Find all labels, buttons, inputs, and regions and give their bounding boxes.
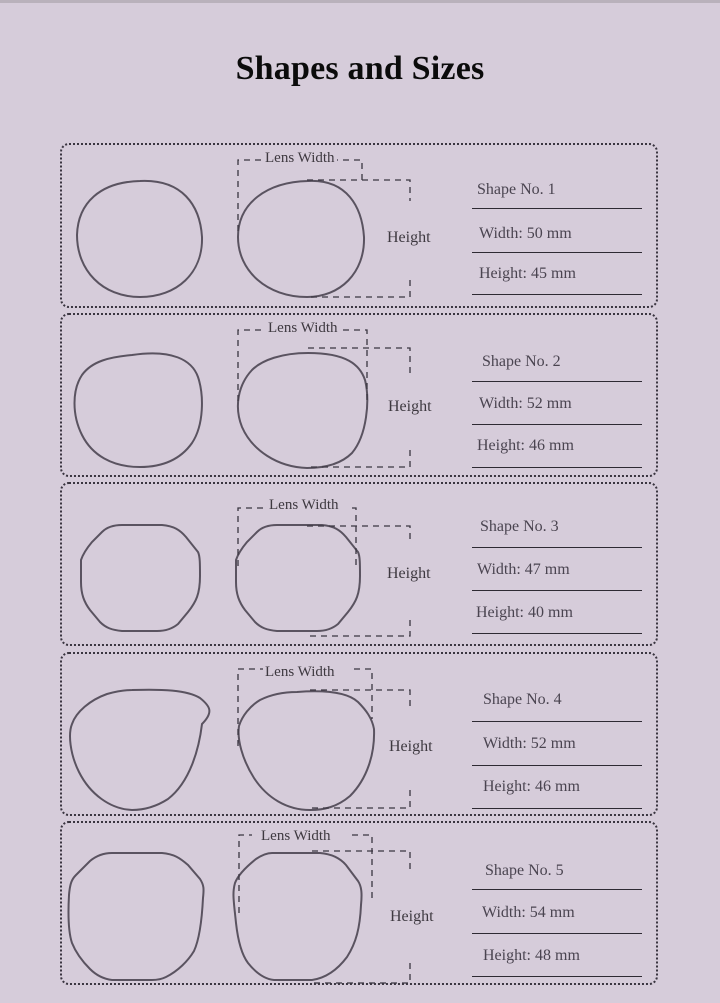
shape-height: Height: 46 mm — [472, 778, 642, 809]
shape-card-3 — [60, 482, 658, 646]
shape-name: Shape No. 5 — [472, 862, 642, 890]
shape-height: Height: 45 mm — [472, 265, 642, 295]
shape-name: Shape No. 2 — [472, 353, 642, 382]
lens-width-label: Lens Width — [265, 150, 335, 166]
shape-width: Width: 54 mm — [472, 904, 642, 934]
shape-card-4 — [60, 652, 658, 816]
height-label: Height — [387, 229, 431, 246]
shape-width: Width: 52 mm — [472, 395, 642, 425]
height-label: Height — [388, 398, 432, 415]
shape-height: Height: 46 mm — [472, 437, 642, 468]
shape-width: Width: 47 mm — [472, 561, 642, 591]
lens-width-label: Lens Width — [268, 320, 338, 336]
shape-card-2 — [60, 313, 658, 477]
height-label: Height — [390, 908, 434, 925]
shape-width: Width: 52 mm — [472, 735, 642, 766]
lens-width-label: Lens Width — [269, 497, 339, 513]
height-label: Height — [389, 738, 433, 755]
shape-width: Width: 50 mm — [472, 225, 642, 253]
shape-card-5 — [60, 821, 658, 985]
shape-name: Shape No. 1 — [472, 181, 642, 209]
lens-width-label: Lens Width — [261, 828, 331, 844]
shape-height: Height: 48 mm — [472, 947, 642, 977]
shape-name: Shape No. 3 — [472, 518, 642, 548]
top-border — [0, 0, 720, 3]
shape-name: Shape No. 4 — [472, 691, 642, 722]
shape-card-1 — [60, 143, 658, 308]
height-label: Height — [387, 565, 431, 582]
page-title: Shapes and Sizes — [235, 50, 485, 87]
lens-width-label: Lens Width — [265, 664, 335, 680]
shape-height: Height: 40 mm — [472, 604, 642, 634]
